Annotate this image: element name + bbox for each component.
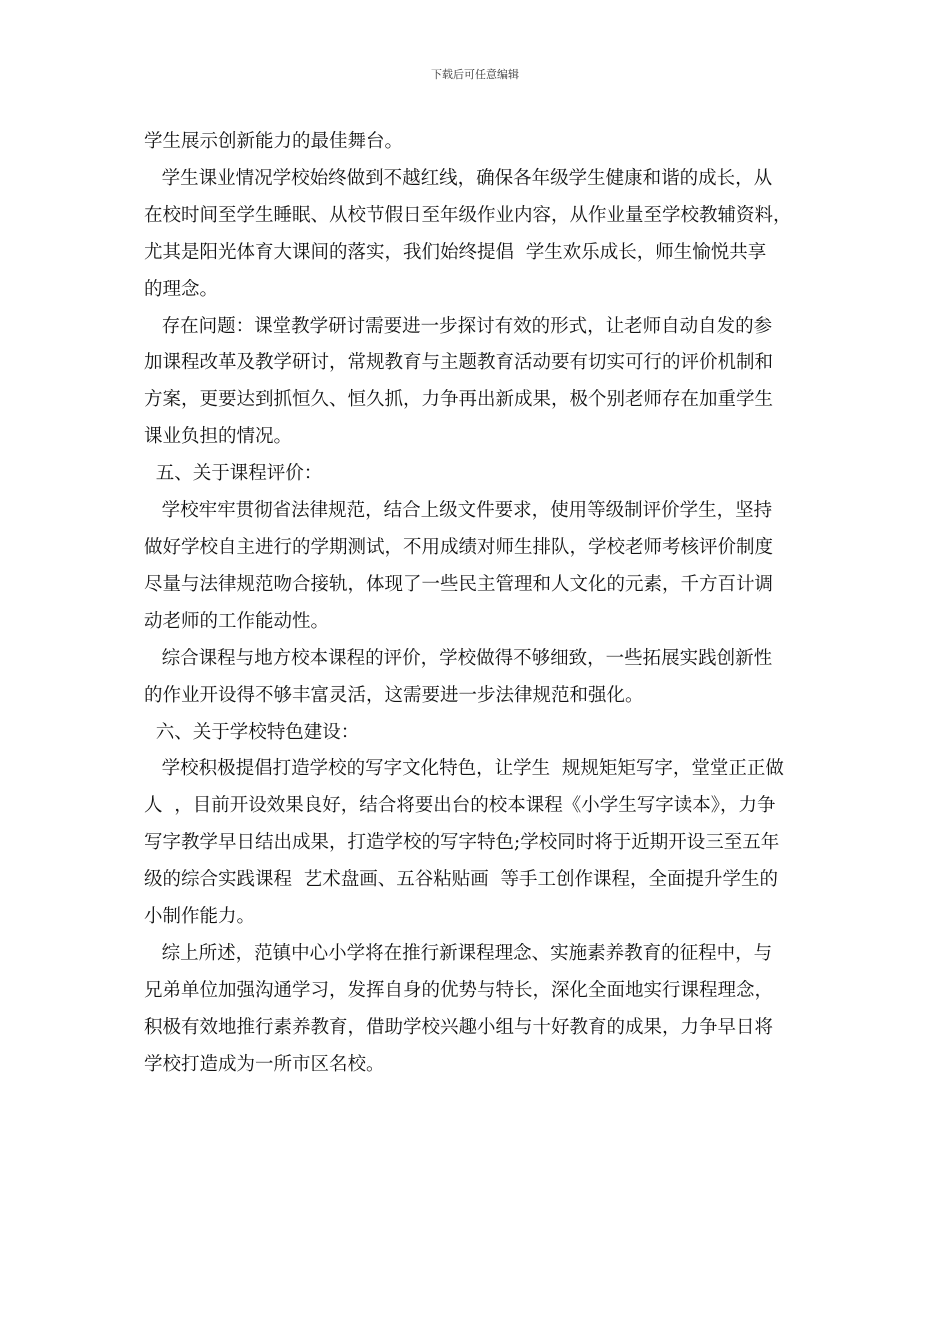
body-line: 学校积极提倡打造学校的写字文化特色，让学生 规规矩矩写字，堂堂正正做 <box>144 758 784 780</box>
section-heading: 五、关于课程评价： <box>144 463 323 485</box>
body-line: 学生课业情况学校始终做到不越红线，确保各年级学生健康和谐的成长，从 <box>144 167 773 189</box>
body-line: 的理念。 <box>144 278 219 300</box>
body-line: 兄弟单位加强沟通学习，发挥自身的优势与特长，深化全面地实行课程理念， <box>144 979 774 1001</box>
body-line: 在校时间至学生睡眠、从校节假日至年级作业内容，从作业量至学校教辅资料， <box>144 204 792 226</box>
body-line: 加课程改革及教学研讨，常规教育与主题教育活动要有切实可行的评价机制和 <box>144 352 774 374</box>
body-line: 小制作能力。 <box>144 906 256 928</box>
body-line: 写字教学早日结出成果，打造学校的写字特色;学校同时将于近期开设三至五年 <box>144 832 780 854</box>
body-line: 级的综合实践课程 艺术盘画、五谷粘贴画 等手工创作课程，全面提升学生的 <box>144 869 779 891</box>
body-line: 的作业开设得不够丰富灵活，这需要进一步法律规范和强化。 <box>144 684 644 706</box>
body-line: 动老师的工作能动性。 <box>144 610 330 632</box>
body-line: 积极有效地推行素养教育，借助学校兴趣小组与十好教育的成果，力争早日将 <box>144 1016 774 1038</box>
body-line: 学生展示创新能力的最佳舞台。 <box>144 131 404 152</box>
body-line: 尽量与法律规范吻合接轨，体现了一些民主管理和人文化的元素，千方百计调 <box>144 573 774 595</box>
body-line: 综上所述，范镇中心小学将在推行新课程理念、实施素养教育的征程中，与 <box>144 942 773 964</box>
document-body <box>144 124 808 1084</box>
body-line: 做好学校自主进行的学期测试，不用成绩对师生排队，学校老师考核评价制度 <box>144 536 774 558</box>
body-line: 方案，更要达到抓恒久、恒久抓，力争再出新成果，极个别老师存在加重学生 <box>144 389 774 411</box>
body-line: 课业负担的情况。 <box>144 426 293 448</box>
page-header: 下载后可任意编辑 <box>431 68 519 81</box>
section-heading: 六、关于学校特色建设： <box>144 721 360 743</box>
body-line: 存在问题：课堂教学研讨需要进一步探讨有效的形式，让老师自动自发的参 <box>144 315 773 337</box>
body-line: 尤其是阳光体育大课间的落实，我们始终提倡 学生欢乐成长，师生愉悦共享 <box>144 241 767 263</box>
body-line: 综合课程与地方校本课程的评价，学校做得不够细致，一些拓展实践创新性 <box>144 647 773 669</box>
body-line: 人 ，目前开设效果良好，结合将要出台的校本课程《小学生写字读本》，力争 <box>144 795 776 817</box>
body-line: 学校牢牢贯彻省法律规范，结合上级文件要求，使用等级制评价学生，坚持 <box>144 500 773 522</box>
body-line: 学校打造成为一所市区名校。 <box>144 1053 385 1075</box>
